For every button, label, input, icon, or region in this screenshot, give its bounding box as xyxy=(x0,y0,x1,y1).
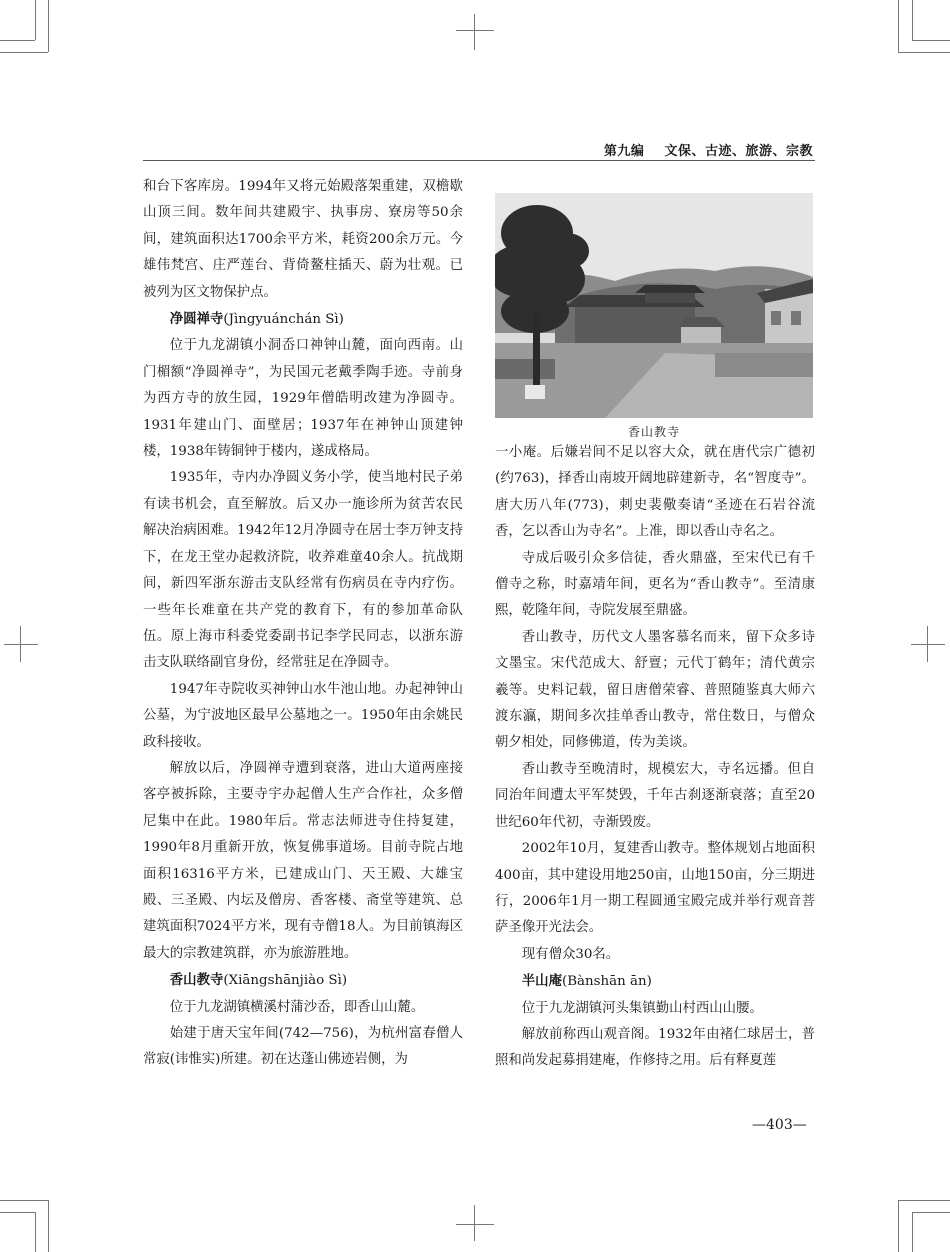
paragraph: 1947年寺院收买神钟山水牛池山地。办起神钟山公墓，为宁波地区最早公墓地之一。1950年由余姚民政科接收。 xyxy=(143,681,463,750)
section-heading-xiangshan xyxy=(143,967,463,994)
crop-mark xyxy=(898,1200,899,1252)
registration-mark xyxy=(474,14,475,50)
paragraph: 1935年，寺内办净圆义务小学，使当地村民子弟有读书机会，直至解放。后又办一施诊所为贫苦农民解决治病困难。1942年12月净圆寺在居士李万钟支持下，在龙王堂办起救济院，收养难童40余人。抗战期间，新四军浙东游击支队经常有伤病员在寺内疗伤。一些年长难童在共产党的教育下，有的参加革命队伍。原上海市科委党委副书记李学民同志，以浙东游击支队联络副官身份，经常驻足在净圆寺。 xyxy=(143,470,463,671)
paragraph: 始建于唐天宝年间(742—756)，为杭州富春僧人常寂(讳惟实)所建。初在达蓬山佛迹岩侧，为 xyxy=(143,1026,463,1068)
running-header xyxy=(143,138,815,161)
paragraph: 解放以后，净圆禅寺遭到衰落，进山大道两座接客亭被拆除，主要寺宇办起僧人生产合作社，众多僧尼集中在此。1980年后。常志法师进寺住持复建，1990年8月重新开放，恢复佛事道场。目前寺院占地面积16316平方米，已建成山门、天王殿、大雄宝殿、三圣殿、内坛及僧房、香客楼、斋堂等建筑、总建筑面积7024平方米，现有寺僧18人。为目前镇海区最大的宗教建筑群，亦为旅游胜地。 xyxy=(143,760,463,961)
crop-mark xyxy=(912,1212,913,1252)
crop-mark xyxy=(0,40,35,41)
crop-mark xyxy=(898,52,950,53)
crop-mark xyxy=(898,0,899,52)
header-section: 文保、古迹、旅游、宗教 xyxy=(664,144,813,159)
page-number: —403— xyxy=(752,1117,807,1133)
crop-mark xyxy=(912,40,950,41)
paragraph: 2002年10月，复建香山教寺。整体规划占地面积400亩，其中建设用地250亩，山地150亩，分三期进行，2006年1月一期工程圆通宝殿完成并举行观音菩萨圣像开光法会。 xyxy=(495,841,815,936)
header-part: 第九编 xyxy=(603,144,645,159)
temple-photo-image xyxy=(495,193,813,418)
header-title xyxy=(604,140,813,159)
registration-mark xyxy=(474,1205,475,1241)
registration-mark xyxy=(911,644,945,645)
photo-caption: 香山教寺 xyxy=(627,425,680,439)
registration-mark xyxy=(4,644,38,645)
right-column xyxy=(495,440,815,1075)
paragraph: 现有僧众30名。 xyxy=(521,946,620,962)
crop-mark xyxy=(0,52,48,53)
registration-mark xyxy=(456,1224,494,1225)
paragraph: 位于九龙湖镇横溪村蒲沙岙，即香山山麓。 xyxy=(169,999,425,1015)
heading-title: 净圆禅寺 xyxy=(169,311,224,328)
heading-pinyin: (Jìngyuánchán Sì) xyxy=(223,312,344,328)
paragraph: 位于九龙湖镇河头集镇勤山村西山山腰。 xyxy=(521,1000,763,1016)
crop-mark xyxy=(48,1200,49,1252)
registration-mark xyxy=(456,30,494,31)
paragraph: 寺成后吸引众多信徒，香火鼎盛，至宋代已有千僧寺之称，时嘉靖年间，更名为“香山教寺”。至清康熙，乾隆年间，寺院发展至鼎盛。 xyxy=(495,550,815,619)
crop-mark xyxy=(912,1212,950,1213)
section-heading-banshan xyxy=(495,968,815,995)
paragraph: 一小庵。后嫌岩间不足以容大众，就在唐代宗广德初(约763)，择香山南坡开阔地辟建新寺，名“智度寺”。唐大历八年(773)，刺史裴儆奏请“圣迹在石岩谷流香，乞以香山为寺名”。上准，即以香山寺名之。 xyxy=(495,445,815,540)
left-column xyxy=(143,174,463,1074)
paragraph: 位于九龙湖镇小洞岙口神钟山麓，面向西南。山门楣额“净圆禅寺”，为民国元老戴季陶手迹。寺前身为西方寺的放生园，1929年僧皓明改建为净圆寺。1931年建山门、面壁居；1937年在神钟山顶建钟楼，1938年铸铜钟于楼内，遂成格局。 xyxy=(143,338,463,460)
paragraph: 和台下客库房。1994年又将元始殿落架重建，双檐歇山顶三间。数年间共建殿宇、执事房、寮房等50余间，建筑面积达1700余平方米，耗资200余万元。今雄伟梵宫、庄严莲台、背倚鳌柱插天、蔚为壮观。已被列为区文物保护点。 xyxy=(143,179,463,300)
paragraph: 香山教寺至晚清时，规模宏大，寺名远播。但自同治年间遭太平军焚毁，千年古刹逐渐衰落；直至20世纪60年代初，寺渐毁废。 xyxy=(495,761,815,830)
heading-pinyin: (Bànshān ān) xyxy=(561,974,652,990)
crop-mark xyxy=(48,0,49,52)
crop-mark xyxy=(35,0,36,40)
crop-mark xyxy=(35,1212,36,1252)
section-heading-jingyuan xyxy=(143,306,463,333)
crop-mark xyxy=(912,0,913,40)
paragraph: 香山教寺，历代文人墨客慕名而来，留下众多诗文墨宝。宋代范成大、舒亶；元代丁鹤年；清代黄宗羲等。史料记载，留日唐僧荣睿、普照随鉴真大师六渡东瀛，期间多次挂单香山教寺，常住数日，与僧众朝夕相处，同修佛道，传为美谈。 xyxy=(495,629,815,751)
heading-pinyin: (Xiāngshānjiào Sì) xyxy=(223,973,348,989)
crop-mark xyxy=(0,1212,35,1213)
temple-photo xyxy=(495,193,813,418)
heading-title: 香山教寺 xyxy=(169,972,224,989)
paragraph: 解放前称西山观音阁。1932年由褚仁球居士，普照和尚发起募捐建庵，作修持之用。后有释夏莲 xyxy=(495,1026,815,1069)
crop-mark xyxy=(0,1200,48,1201)
heading-title: 半山庵 xyxy=(521,973,562,990)
crop-mark xyxy=(898,1200,950,1201)
